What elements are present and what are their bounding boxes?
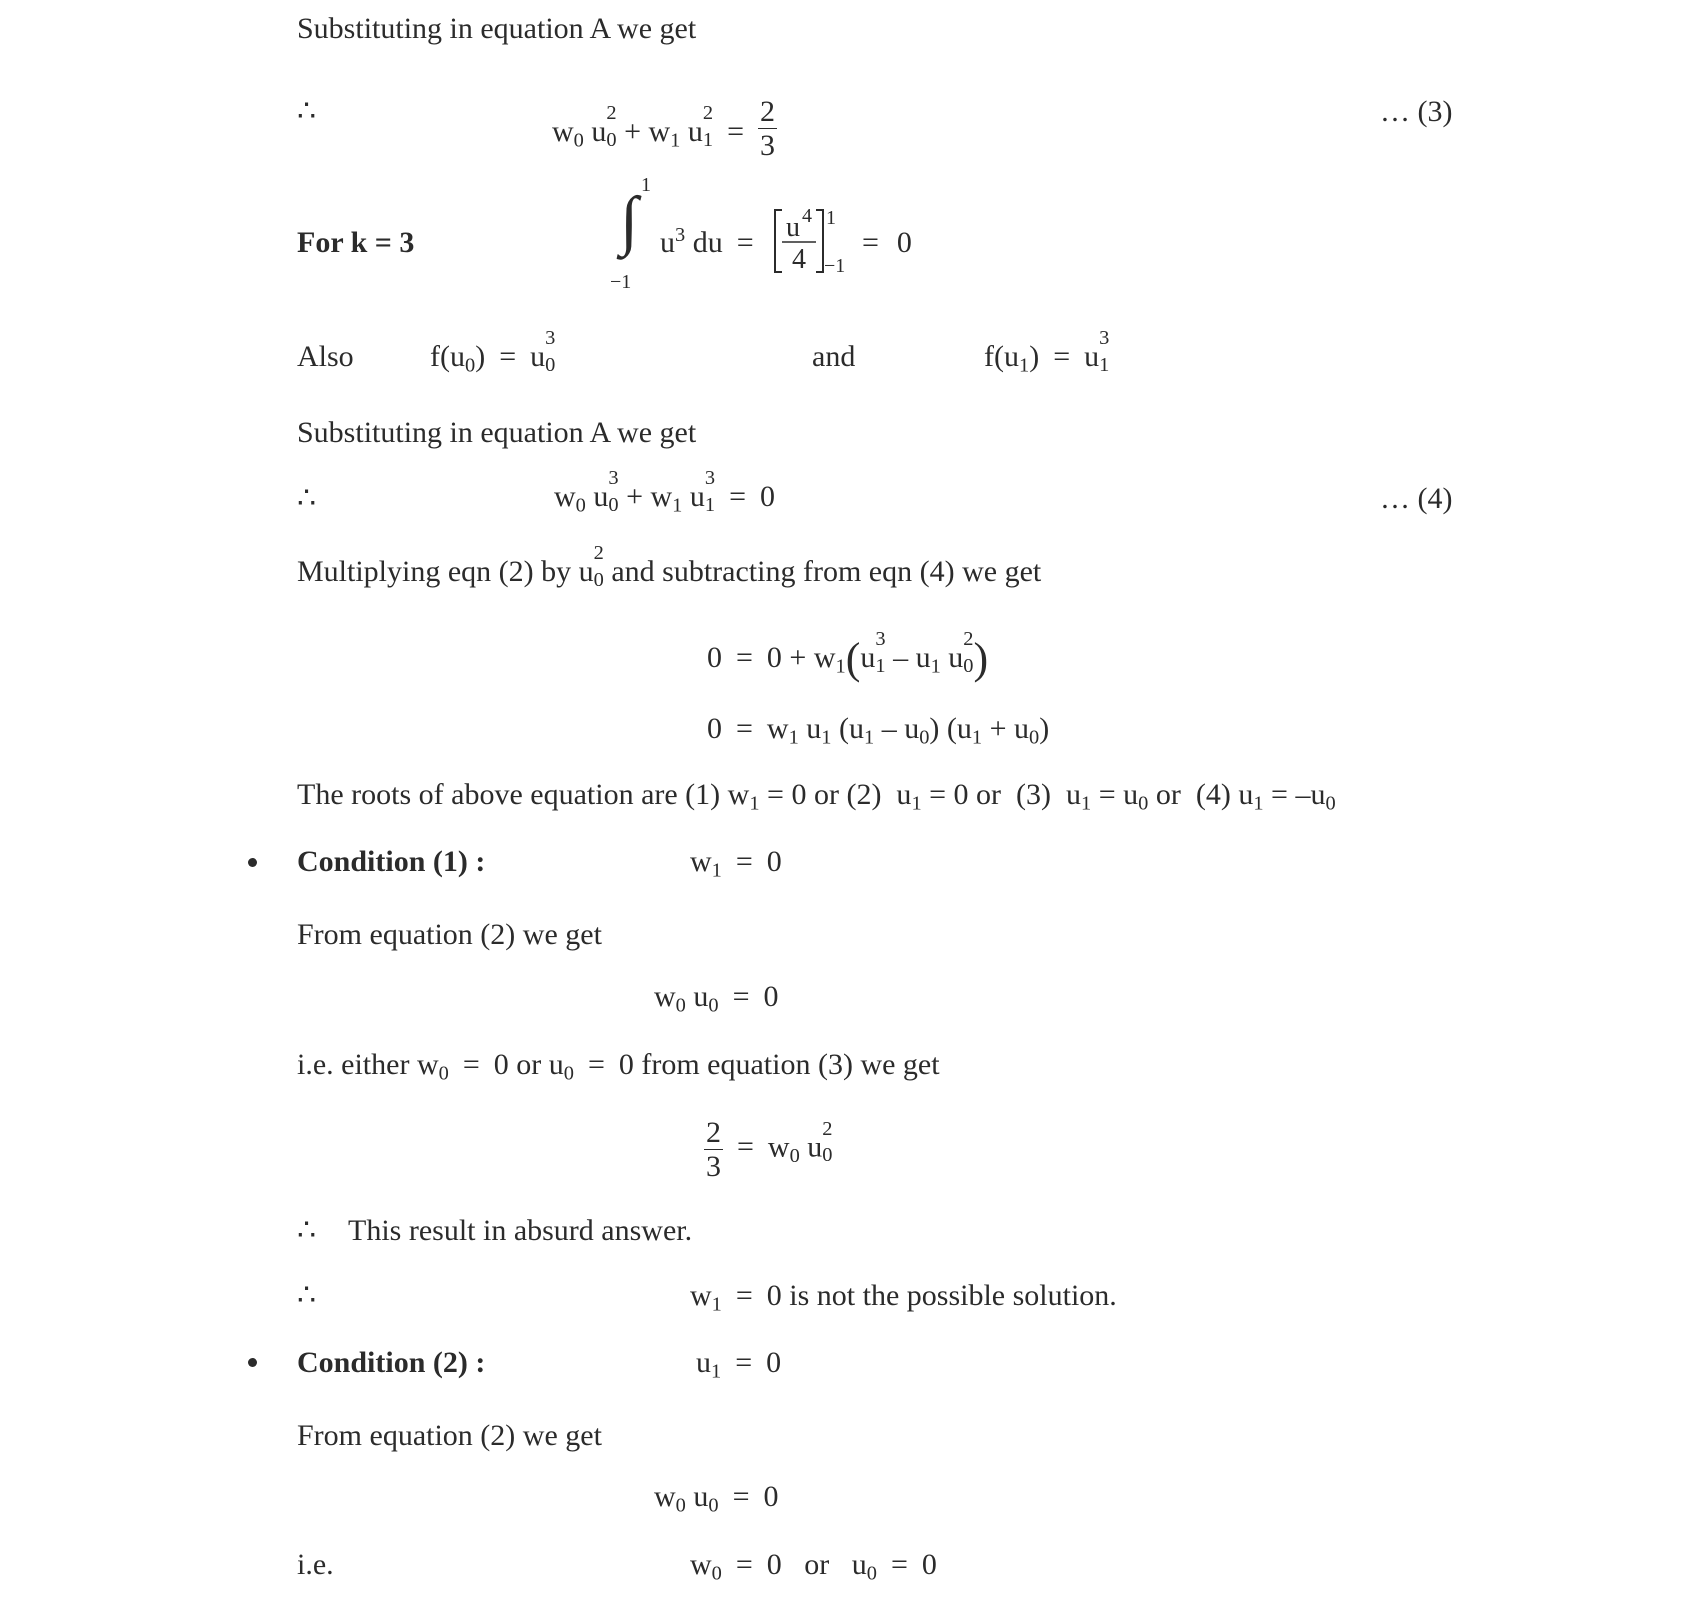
f-u1-definition: $f(u_1) = u$ 3 1: [984, 327, 1110, 377]
therefore-symbol: ∴: [297, 1279, 317, 1312]
text-roots: The roots of above equation are (1) $w_1 = 0$ or (2) $u_1 = 0$ or (3) $u_1 = u_0$ or (4) $u_1 = -u_0$: [297, 778, 1336, 815]
condition-1-heading: Condition (1) :: [297, 845, 486, 878]
text-ie-either: i.e. either $w_0 = 0$ or $u_0 = 0$ from equation (3) we get: [297, 1048, 940, 1085]
bullet-condition-2: [248, 1358, 257, 1367]
roots-prefix: The roots of above equation are (1) w: [297, 778, 750, 811]
bracket-svg: [772, 206, 852, 276]
therefore-symbol: ∴: [297, 1214, 317, 1247]
text-ie: i.e.: [297, 1548, 334, 1581]
text-substituting-a-1: Substituting in equation A we get: [297, 12, 697, 45]
svg-text:1: 1: [826, 207, 836, 229]
text-from-equation-2-a: From equation (2) we get: [297, 918, 602, 951]
text-absurd: This result in absurd answer.: [348, 1214, 693, 1247]
therefore-symbol: ∴: [297, 482, 317, 515]
bullet-condition-1: [248, 858, 257, 867]
equation-zero-factored: $0 = w_1$ $u_1$ $(u_1 - u_0) (u_1 + u_0)$: [707, 712, 1050, 749]
condition-2-equation: $u_1 = 0$: [696, 1346, 782, 1383]
text-substituting-a-2: Substituting in equation A we get: [297, 416, 697, 449]
svg-text:−1: −1: [824, 255, 846, 276]
f-u0-definition: $f(u_0) = u$ 3 0: [430, 327, 556, 377]
equation-tag-3: … (3): [1380, 95, 1453, 128]
integral-sign: ∫: [620, 184, 639, 257]
text-and: and: [812, 340, 856, 373]
text-multiplying: Multiplying eqn (2) by u 2 0 and subtracting from eqn (4) we get: [297, 542, 1042, 591]
integral-upper-limit: 1: [641, 174, 651, 196]
equation-w0-u0-b: $w_0$ $u_0 = 0$: [654, 1480, 779, 1517]
svg-text:4: 4: [792, 244, 806, 275]
equation-w0-u0-a: $w_0$ $u_0 = 0$: [654, 980, 779, 1017]
condition-2-heading: Condition (2) :: [297, 1346, 486, 1379]
bracket-evaluation: [772, 206, 852, 282]
equation-zero-expansion: $0 = 0 + w_1(u$ 3 1 – $u_1$ u 2 0 ): [707, 628, 989, 683]
multiplying-suffix: and subtracting from eqn (4) we get: [611, 555, 1042, 588]
conclusion-w1-zero: $w_1 = 0$ is not the possible solution.: [690, 1279, 1117, 1316]
equation-w0-or-u0: $w_0 = 0$ or $u_0 = 0$: [690, 1548, 937, 1585]
text-from-equation-2-b: From equation (2) we get: [297, 1419, 602, 1452]
text-also: Also: [297, 340, 354, 373]
condition-1-equation: $w_1 = 0$: [690, 845, 782, 882]
equation-3: $w_0$ u 2 0 + $w_1$ u 2 1 = $\frac{2}{3}$: [552, 95, 775, 162]
equation-4: $w_0$ u 3 0 + $w_1$ u 3 1 = 0: [554, 467, 775, 517]
multiplying-prefix: Multiplying eqn (2) by u: [297, 555, 594, 588]
not-possible-text: 0 is not the possible solution.: [766, 1279, 1117, 1312]
for-k-equals-3: For k = 3: [297, 226, 415, 259]
equation-two-thirds: $\frac{2}{3}$ = $w_0$ u 2 0: [706, 1116, 833, 1183]
therefore-symbol: ∴: [297, 95, 317, 128]
svg-text:u: u: [786, 212, 800, 243]
equation-tag-4: … (4): [1380, 482, 1453, 515]
svg-text:4: 4: [802, 206, 812, 227]
ie-either-prefix: i.e. either w: [297, 1048, 439, 1081]
integral-lower-limit: −1: [610, 271, 632, 293]
integral-result: = 0: [862, 226, 912, 259]
integral-expression: $u^3$ du =: [660, 223, 754, 259]
